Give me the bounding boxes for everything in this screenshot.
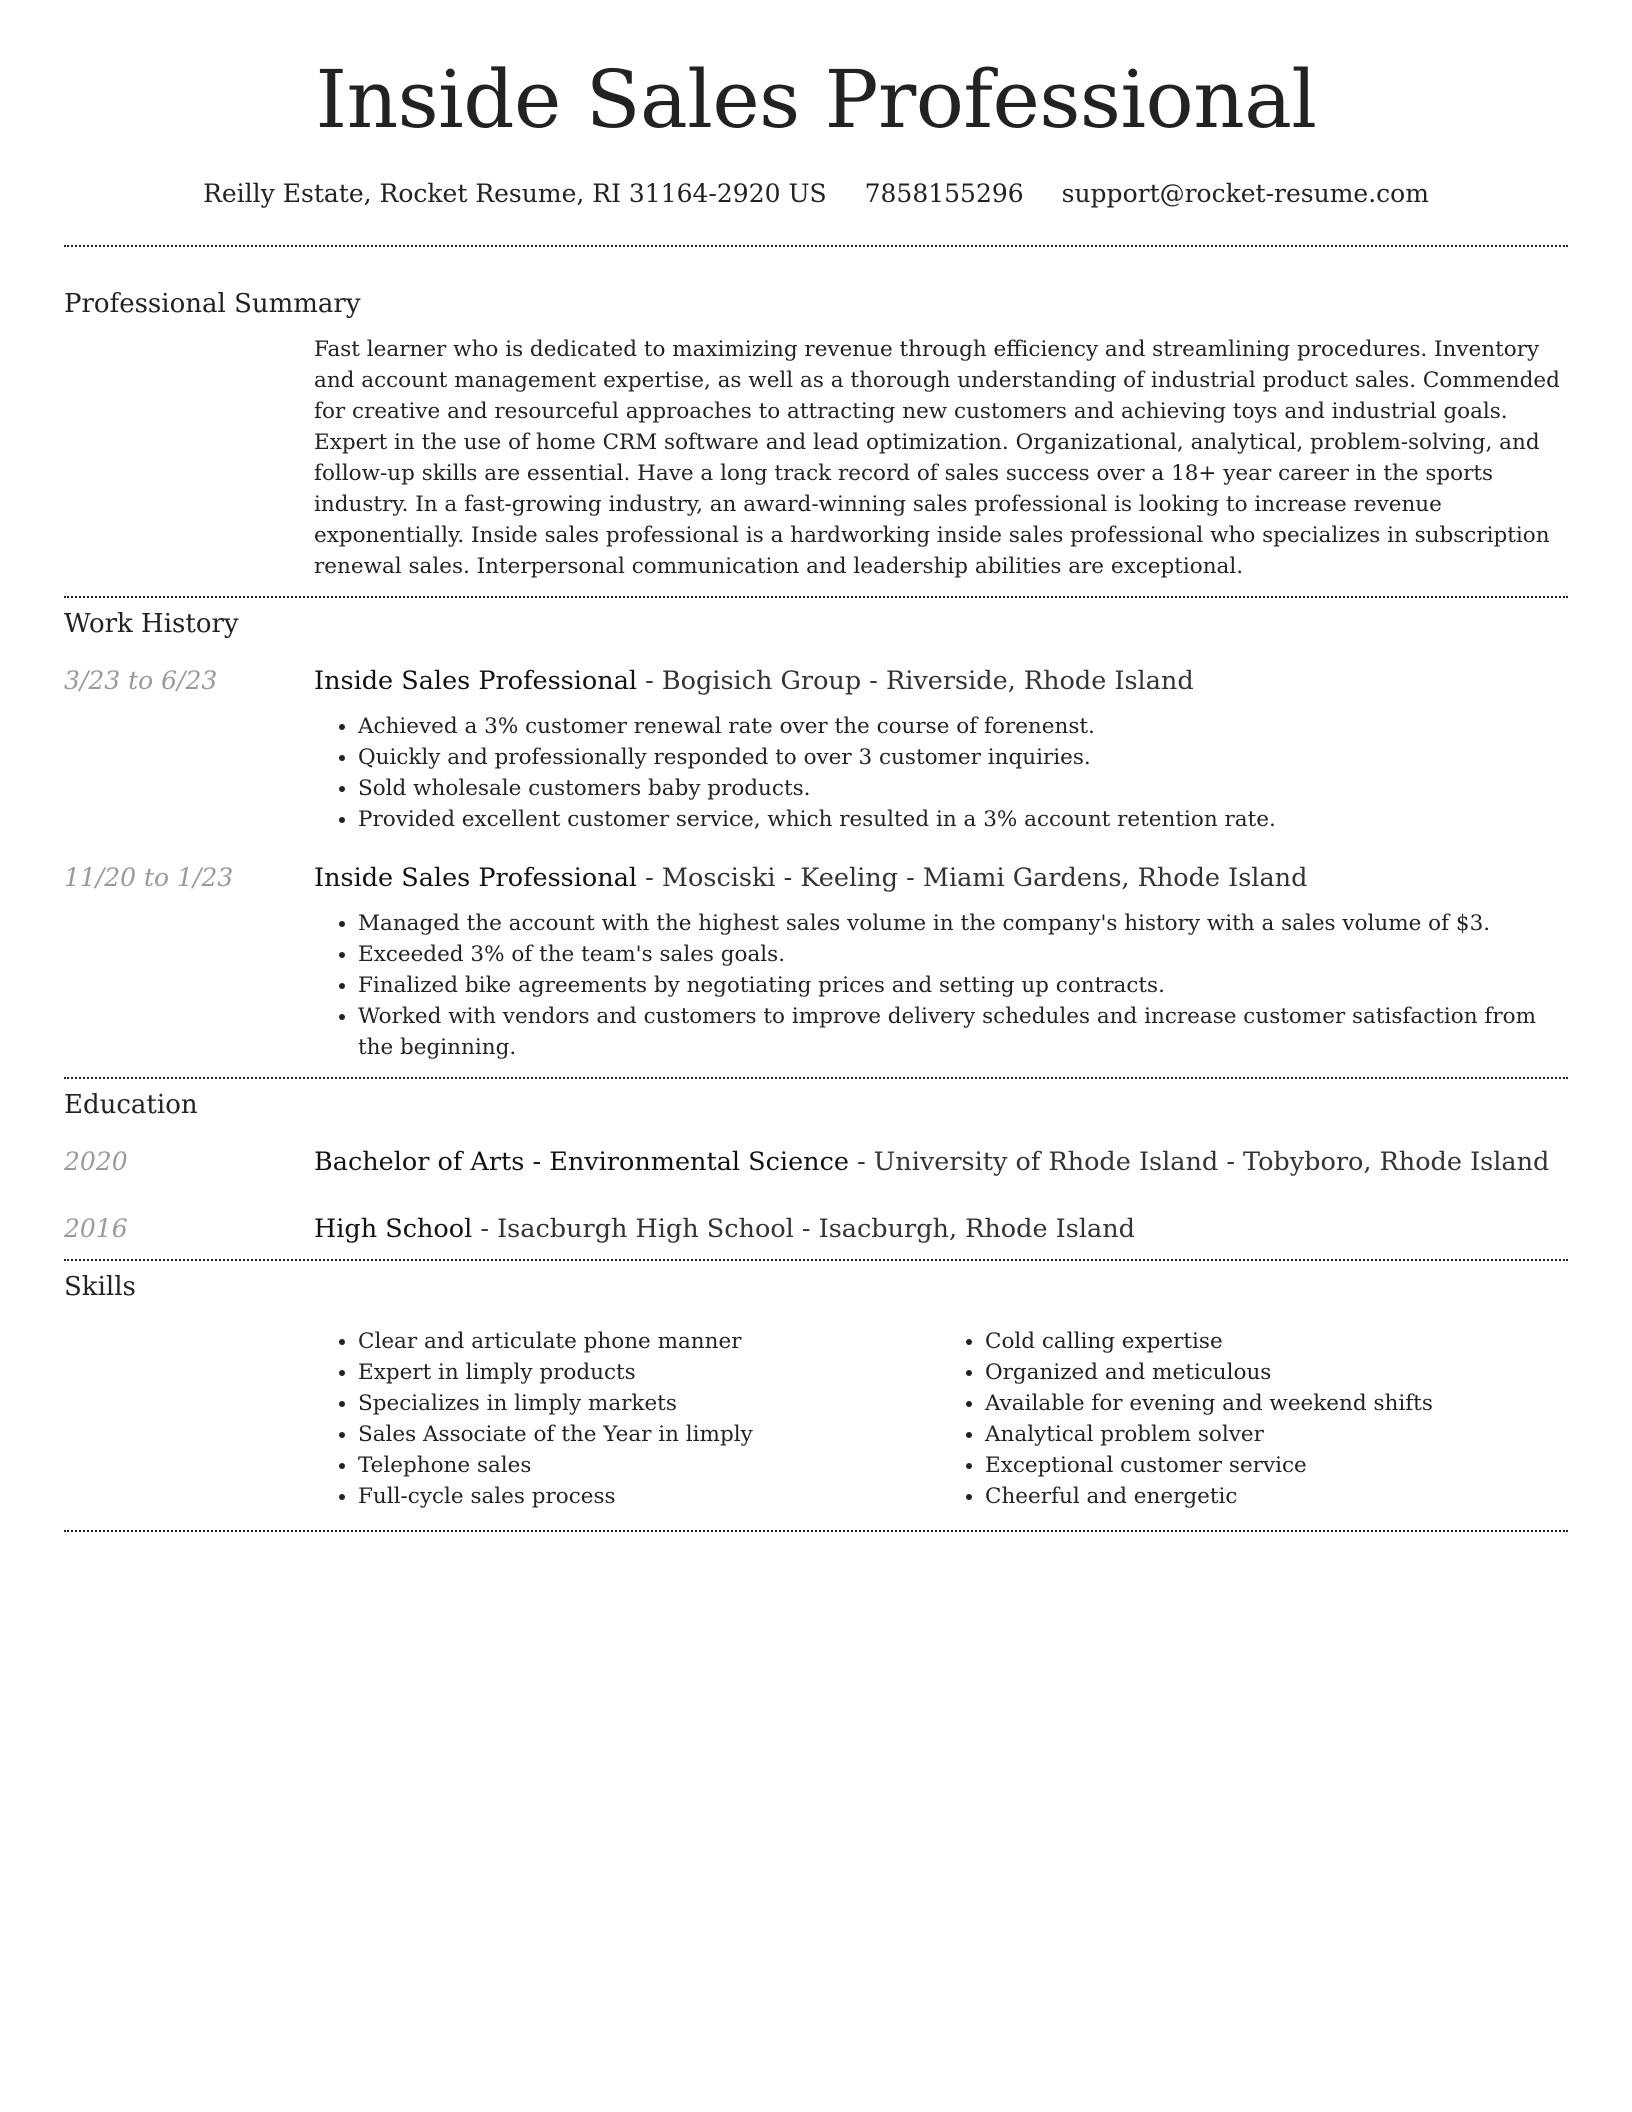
skills-grid [314, 1326, 1568, 1512]
job-title [314, 861, 1568, 895]
job-bullet: • Provided excellent customer service, which resulted in a 3% account retention rate. [358, 804, 1568, 835]
job-role: Inside Sales Professional [314, 863, 638, 893]
skill-item: • Available for evening and weekend shifts [985, 1388, 1568, 1419]
job-bullet: • Managed the account with the highest sales volume in the company's history with a sales volume of $3. [358, 908, 1568, 939]
skill-item: • Expert in limply products [358, 1357, 941, 1388]
skill-item: • Full-cycle sales process [358, 1481, 941, 1512]
job-title [314, 664, 1568, 698]
summary-section [64, 247, 1568, 582]
skill-item: • Organized and meticulous [985, 1357, 1568, 1388]
job-bullet: • Exceeded 3% of the team's sales goals. [358, 939, 1568, 970]
skills-divider [64, 1530, 1568, 1532]
job-dates: 11/20 to 1/23 [64, 863, 234, 892]
education-year: 2020 [64, 1147, 128, 1176]
education-title: Education [64, 1090, 198, 1120]
contact-address: Reilly Estate, Rocket Resume, RI 31164-2920 US [203, 179, 827, 208]
education-degree: High School [314, 1214, 473, 1244]
skill-item: • Exceptional customer service [985, 1450, 1568, 1481]
contact-line [64, 178, 1568, 210]
job-role: Inside Sales Professional [314, 666, 638, 696]
job-bullets [314, 908, 1568, 1063]
skills-list-left [314, 1326, 941, 1512]
skills-list-right [941, 1326, 1568, 1512]
skills-spacer [64, 1326, 314, 1512]
education-school: - Isacburgh High School - Isacburgh, Rhode Island [472, 1214, 1135, 1244]
education-title-line [314, 1212, 1568, 1246]
skills-section [64, 1261, 1568, 1512]
skill-item: • Cheerful and energetic [985, 1481, 1568, 1512]
skill-item: • Cold calling expertise [985, 1326, 1568, 1357]
contact-email: support@rocket-resume.com [1061, 179, 1429, 208]
skill-item: • Specializes in limply markets [358, 1388, 941, 1419]
contact-phone: 7858155296 [864, 179, 1024, 208]
education-entry [64, 1145, 1568, 1179]
skill-item: • Analytical problem solver [985, 1419, 1568, 1450]
skills-title: Skills [64, 1272, 136, 1302]
skill-item: • Sales Associate of the Year in limply [358, 1419, 941, 1450]
summary-spacer [64, 334, 314, 582]
job-bullet: • Achieved a 3% customer renewal rate over the course of forenenst. [358, 711, 1568, 742]
skill-item: • Telephone sales [358, 1450, 941, 1481]
resume-header [64, 0, 1568, 210]
summary-text: Fast learner who is dedicated to maximizing revenue through efficiency and streamlining procedures. Inventory and account management expertise, as well as a thorough understanding of industrial product sales. Commended for creative and resourceful approaches to attracting new customers and achieving toys and industrial goals. Expert in the use of home CRM software and lead optimization. Organizational, analytical, problem-solving, and follow-up skills are essential. Have a long track record of sales success over a 18+ year career in the sports industry. In a fast-growing industry, an award-winning sales professional is looking to increase revenue exponentially. Inside sales professional is a hardworking inside sales professional who specializes in subscription renewal sales. Interpersonal communication and leadership abilities are exceptional. [314, 337, 1560, 579]
summary-title: Professional Summary [64, 289, 361, 319]
skill-item: • Clear and articulate phone manner [358, 1326, 941, 1357]
job-entry [64, 664, 1568, 835]
education-school: - University of Rhode Island - Tobyboro, Rhode Island [848, 1147, 1550, 1177]
candidate-name: Inside Sales Professional [315, 53, 1317, 146]
work-history-title: Work History [64, 609, 239, 639]
education-degree: Bachelor of Arts - Environmental Science [314, 1147, 849, 1177]
job-bullet: • Finalized bike agreements by negotiating prices and setting up contracts. [358, 970, 1568, 1001]
job-bullet: • Sold wholesale customers baby products. [358, 773, 1568, 804]
job-company-location: - Bogisich Group - Riverside, Rhode Island [637, 666, 1194, 696]
job-bullet: • Quickly and professionally responded to over 3 customer inquiries. [358, 742, 1568, 773]
work-history-section [64, 598, 1568, 1063]
job-dates: 3/23 to 6/23 [64, 666, 218, 695]
education-section [64, 1079, 1568, 1246]
job-entry [64, 861, 1568, 1063]
education-entry [64, 1212, 1568, 1246]
job-bullet: • Worked with vendors and customers to improve delivery schedules and increase customer satisfaction from the beginning. [358, 1001, 1568, 1063]
education-year: 2016 [64, 1214, 128, 1243]
job-company-location: - Mosciski - Keeling - Miami Gardens, Rhode Island [637, 863, 1308, 893]
education-title-line [314, 1145, 1568, 1179]
job-bullets [314, 711, 1568, 835]
